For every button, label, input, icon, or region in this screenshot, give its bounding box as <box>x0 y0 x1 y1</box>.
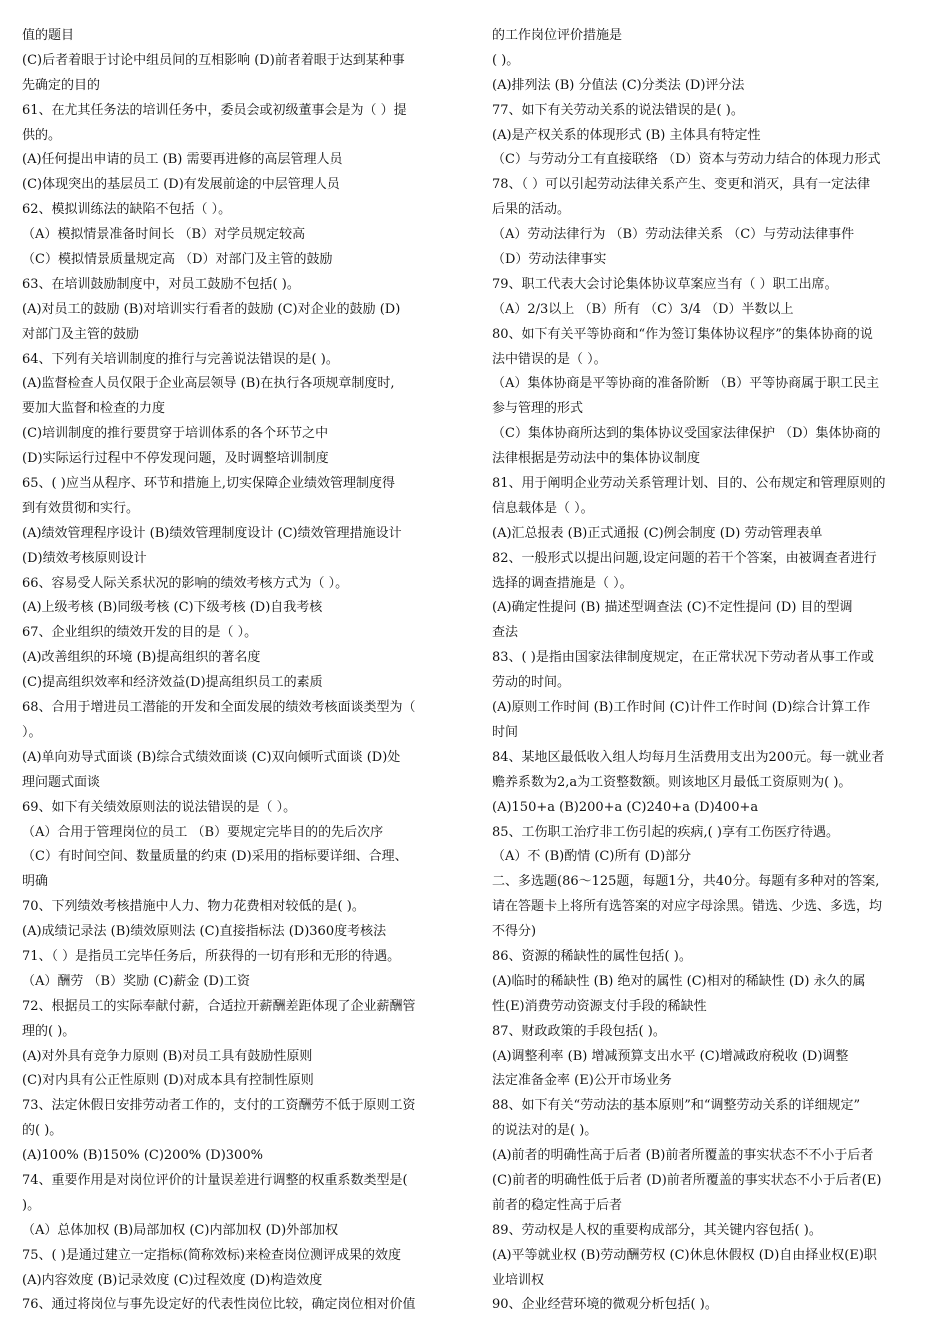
text-line: (A)内容效度 (B)记录效度 (C)过程效度 (D)构造效度 <box>22 1272 323 1288</box>
text-line: 参与管理的形式 <box>492 401 584 417</box>
text-line: 62、模拟训练法的缺陷不包括（ ）。 <box>22 202 232 218</box>
text-line: （C）模拟情景质量规定高 （D）对部门及主管的鼓励 <box>22 252 333 268</box>
text-line: 63、在培训鼓励制度中，对员工鼓励不包括( )。 <box>22 276 300 292</box>
text-line: 82、一般形式以提出问题,设定问题的若干个答案，由被调查者进行 <box>492 550 877 566</box>
text-line: （A）酬劳 （B）奖励 (C)薪金 (D)工资 <box>22 973 250 989</box>
text-line: 法中错误的是（ ）。 <box>492 351 607 367</box>
text-line: 理问题式面谈 <box>22 774 101 790</box>
text-line: 80、如下有关平等协商和“作为签订集体协议程序”的集体协商的说 <box>492 326 873 342</box>
text-line: 先确定的目的 <box>22 77 101 93</box>
text-line: 81、用于阐明企业劳动关系管理计划、目的、公布规定和管理原则的 <box>492 476 886 492</box>
text-line: 劳动的时间。 <box>492 675 571 691</box>
text-line: 68、合用于增进员工潜能的开发和全面发展的绩效考核面谈类型为（ <box>22 700 416 716</box>
text-line: (D)绩效考核原则设计 <box>22 550 147 566</box>
text-line: (A)平等就业权 (B)劳动酬劳权 (C)休息休假权 (D)自由择业权(E)职 <box>492 1247 877 1263</box>
text-line: (A)对员工的鼓励 (B)对培训实行看者的鼓励 (C)对企业的鼓励 (D) <box>22 301 401 317</box>
text-line: 66、容易受人际关系状况的影响的绩效考核方式为（ ）。 <box>22 575 349 591</box>
text-line: 值的题目 <box>22 28 75 43</box>
text-line: (A)是产权关系的体现形式 (B) 主体具有特定性 <box>492 127 761 143</box>
text-line: （D）劳动法律事实 <box>492 252 607 268</box>
text-line: 二、多选题(86～125题，每题1分，共40分。每题有多种对的答案, <box>492 874 880 890</box>
text-line: (A)前者的明确性高于后者 (B)前者所覆盖的事实状态不不小于后者 <box>492 1148 874 1164</box>
text-line: 65、( )应当从程序、环节和措施上,切实保障企业绩效管理制度得 <box>22 476 395 492</box>
text-line: 73、法定休假日安排劳动者工作的，支付的工资酬劳不低于原则工资 <box>22 1098 416 1114</box>
text-line: 64、下列有关培训制度的推行与完善说法错误的是( )。 <box>22 351 339 367</box>
text-line: 69、如下有关绩效原则法的说法错误的是（ ）。 <box>22 799 297 815</box>
text-line: 法律根据是劳动法中的集体协议制度 <box>492 451 701 467</box>
text-line: 71、（ ）是指员工完毕任务后，所获得的一切有形和无形的待遇。 <box>22 948 401 964</box>
text-line: (A)汇总报表 (B)正式通报 (C)例会制度 (D) 劳动管理表单 <box>492 525 823 541</box>
text-line: (A)上级考核 (B)同级考核 (C)下级考核 (D)自我考核 <box>22 600 323 616</box>
text-line: 供的。 <box>22 127 62 143</box>
text-line: 明确 <box>22 874 49 890</box>
text-line: 请在答题卡上将所有选答案的对应字母涂黑。错选、少选、多选，均 <box>492 899 883 915</box>
text-line: (A)监督检查人员仅限于企业高层领导 (B)在执行各项规章制度时, <box>22 376 395 392</box>
text-line: (A)单向劝导式面谈 (B)综合式绩效面谈 (C)双向倾听式面谈 (D)处 <box>22 749 401 765</box>
text-line: (C)培训制度的推行要贯穿于培训体系的各个环节之中 <box>22 426 329 442</box>
text-line: (A)任何提出申请的员工 (B) 需要再进修的高层管理人员 <box>22 152 343 168</box>
text-line: 信息载体是（ ）。 <box>492 500 594 516</box>
text-line: 67、企业组织的绩效开发的目的是（ ）。 <box>22 625 258 641</box>
text-line: (A)对外具有竞争力原则 (B)对员工具有鼓励性原则 <box>22 1048 313 1064</box>
text-line: (C)体现突出的基层员工 (D)有发展前途的中层管理人员 <box>22 177 340 193</box>
text-line: )。 <box>22 1197 41 1213</box>
text-line: (C)后者着眼于讨论中组员间的互相影响 (D)前者着眼于达到某种事 <box>22 52 405 68</box>
text-line: 性(E)消费劳动资源支付手段的稀缺性 <box>492 998 707 1014</box>
text-line: （C）集体协商所达到的集体协议受国家法律保护 （D）集体协商的 <box>492 426 881 442</box>
text-line: 理的( )。 <box>22 1023 76 1039</box>
text-line: 70、下列绩效考核措施中人力、物力花费相对较低的是( )。 <box>22 899 365 915</box>
text-line: （C）有时间空间、数量质量的约束 (D)采用的指标要详细、合理、 <box>22 849 408 865</box>
text-line: 选择的调查措施是（ ）。 <box>492 575 633 591</box>
text-line: （A）集体协商是平等协商的准备阶断 （B）平等协商属于职工民主 <box>492 376 880 392</box>
text-line: ）。 <box>22 724 42 740</box>
text-line: (A)绩效管理程序设计 (B)绩效管理制度设计 (C)绩效管理措施设计 <box>22 525 402 541</box>
text-line: 84、某地区最低收入组人均每月生活费用支出为200元。每一就业者 <box>492 749 885 765</box>
text-line: 87、财政政策的手段包括( )。 <box>492 1023 666 1039</box>
text-line: (C)提高组织效率和经济效益(D)提高组织员工的素质 <box>22 675 323 691</box>
text-line: 89、劳动权是人权的重要构成部分，其关键内容包括( )。 <box>492 1222 822 1238</box>
text-line: 时间 <box>492 724 519 740</box>
text-line: 不得分) <box>492 924 537 940</box>
text-line: 业培训权 <box>492 1272 545 1288</box>
text-line: 83、( )是指由国家法律制度规定，在正常状况下劳动者从事工作或 <box>492 650 874 666</box>
text-line: 76、通过将岗位与事先设定好的代表性岗位比较，确定岗位相对价值 <box>22 1297 416 1313</box>
text-line: （A）合用于管理岗位的员工 （B）要规定完毕目的的先后次序 <box>22 824 384 840</box>
text-line: （A）总体加权 (B)局部加权 (C)内部加权 (D)外部加权 <box>22 1222 339 1238</box>
text-line: 90、企业经营环境的微观分析包括( )。 <box>492 1297 718 1313</box>
text-line: (A)改善组织的环境 (B)提高组织的著名度 <box>22 650 261 666</box>
text-line: 对部门及主管的鼓励 <box>22 326 140 342</box>
text-line: 77、如下有关劳动关系的说法错误的是( )。 <box>492 102 744 118</box>
text-line: 79、职工代表大会讨论集体协议草案应当有（ ）职工出席。 <box>492 276 838 292</box>
left-column <box>22 24 462 1318</box>
text-line: 85、工伤职工治疗非工伤引起的疾病,( )享有工伤医疗待遇。 <box>492 824 839 840</box>
text-line: 前者的稳定性高于后者 <box>492 1197 623 1213</box>
text-line: (C)前者的明确性低于后者 (D)前者所覆盖的事实状态不小于后者(E) <box>492 1172 882 1188</box>
text-line: （A）不 (B)酌情 (C)所有 (D)部分 <box>492 849 692 865</box>
text-line: 的工作岗位评价措施是 <box>492 28 623 43</box>
text-line: (A)临时的稀缺性 (B) 绝对的属性 (C)相对的稀缺性 (D) 永久的属 <box>492 973 866 989</box>
text-line: 赡养系数为2,a为工资整数额。则该地区月最低工资原则为( )。 <box>492 774 852 790</box>
text-line: 的说法对的是( )。 <box>492 1123 598 1139</box>
text-line: 后果的活动。 <box>492 202 571 218</box>
text-line: (A)确定性提问 (B) 描述型调查法 (C)不定性提问 (D) 目的型调 <box>492 600 853 616</box>
text-line: 法定准备金率 (E)公开市场业务 <box>492 1073 672 1089</box>
text-line: 75、( )是通过建立一定指标(简称效标)来检查岗位测评成果的效度 <box>22 1247 401 1263</box>
text-line: (A)150+a (B)200+a (C)240+a (D)400+a <box>492 799 759 815</box>
text-line: 的( )。 <box>22 1123 63 1139</box>
text-line: (A)100% (B)150% (C)200% (D)300% <box>22 1148 263 1164</box>
text-line: （A）模拟情景准备时间长 （B）对学员规定较高 <box>22 227 306 243</box>
text-line: (A)调整利率 (B) 增减预算支出水平 (C)增减政府税收 (D)调整 <box>492 1048 849 1064</box>
text-line: (A)排列法 (B) 分值法 (C)分类法 (D)评分法 <box>492 77 745 93</box>
text-line: (D)实际运行过程中不停发现问题，及时调整培训制度 <box>22 451 329 467</box>
text-line: 61、在尤其任务法的培训任务中，委员会或初级董事会是为（ ）提 <box>22 102 407 118</box>
right-column <box>492 24 932 1318</box>
text-line: 到有效贯彻和实行。 <box>22 500 140 516</box>
text-line: (A)成绩记录法 (B)绩效原则法 (C)直接指标法 (D)360度考核法 <box>22 924 387 940</box>
text-line: ( )。 <box>492 52 520 68</box>
text-line: （C）与劳动分工有直接联络 （D）资本与劳动力结合的体现力形式 <box>492 152 881 168</box>
text-line: （A）2/3以上 （B）所有 （C）3/4 （D）半数以上 <box>492 301 794 317</box>
text-line: （A）劳动法律行为 （B）劳动法律关系 （C）与劳动法律事件 <box>492 227 855 243</box>
text-line: 要加大监督和检查的力度 <box>22 401 166 417</box>
text-line: (C)对内具有公正性原则 (D)对成本具有控制性原则 <box>22 1073 314 1089</box>
text-line: 查法 <box>492 625 519 641</box>
text-line: 78、（ ）可以引起劳动法律关系产生、变更和消灭，具有一定法律 <box>492 177 871 193</box>
text-line: 72、根据员工的实际奉献付薪，合适拉开薪酬差距体现了企业薪酬管 <box>22 998 416 1014</box>
text-line: (A)原则工作时间 (B)工作时间 (C)计件工作时间 (D)综合计算工作 <box>492 700 871 716</box>
text-line: 86、资源的稀缺性的属性包括( )。 <box>492 948 692 964</box>
text-line: 74、重要作用是对岗位评价的计量误差进行调整的权重系数类型是( <box>22 1172 408 1188</box>
text-line: 88、如下有关“劳动法的基本原则”和“调整劳动关系的详细规定” <box>492 1098 861 1114</box>
